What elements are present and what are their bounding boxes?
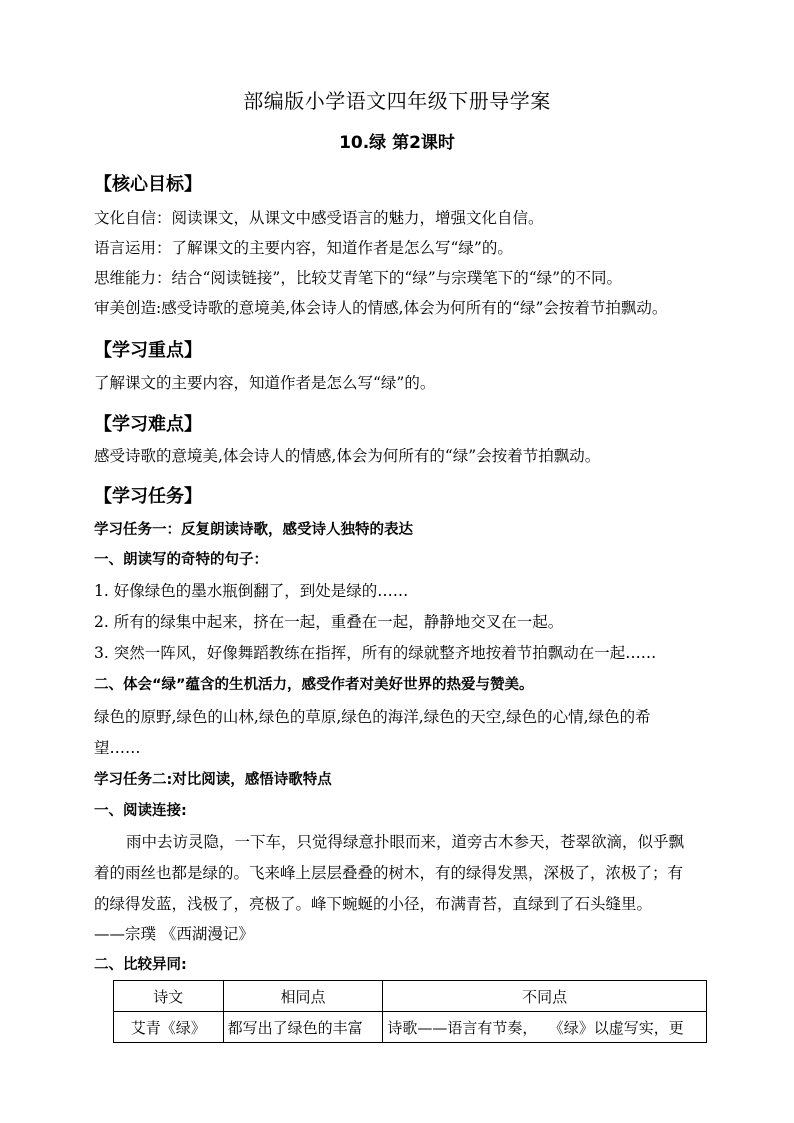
table-cell: 都写出了绿色的丰富	[223, 1012, 383, 1043]
task1-sub1: 一、朗读写的奇特的句子：	[94, 552, 268, 568]
table-row	[114, 1012, 707, 1043]
table-cell: 《绿》以虚写实，更	[545, 1012, 707, 1043]
lesson-subtitle: 10.绿 第2课时	[339, 133, 455, 153]
document-title: 部编版小学语文四年级下册导学案	[243, 89, 551, 113]
task1-title: 学习任务一：反复朗读诗歌，感受诗人独特的表达	[94, 522, 413, 538]
task1-item-3: 3. 突然一阵风，好像舞蹈教练在指挥，所有的绿就整齐地按着节拍飘动在一起……	[94, 644, 657, 662]
task2-title: 学习任务二:对比阅读，感悟诗歌特点	[94, 772, 332, 788]
tasks-heading: 【学习任务】	[94, 486, 202, 507]
table-header-cell: 诗文	[114, 981, 224, 1012]
table-header-cell: 相同点	[223, 981, 383, 1012]
difficulty-heading: 【学习难点】	[94, 414, 202, 435]
reading-source: ——宗璞 《西湖漫记》	[94, 925, 254, 943]
core-goal-line-3: 思维能力：结合“阅读链接”，比较艾青笔下的“绿”与宗璞笔下的“绿”的不同。	[94, 269, 623, 287]
core-goal-line-4: 审美创造:感受诗歌的意境美,体会诗人的情感,体会为何所有的“绿”会按着节拍飘动。	[94, 299, 668, 317]
task2-sub2: 二、比较异同:	[94, 957, 187, 973]
table-cell: 艾青《绿》	[114, 1012, 224, 1043]
key-point-heading: 【学习重点】	[94, 340, 202, 361]
table-header-cell: 不同点	[383, 981, 707, 1012]
difficulty-line: 感受诗歌的意境美,体会诗人的情感,体会为何所有的“绿”会按着节拍飘动。	[94, 447, 601, 465]
task2-sub1: 一、阅读连接:	[94, 803, 187, 819]
reading-line-1: 雨中去访灵隐，一下车，只觉得绿意扑眼而来，道旁古木参天，苍翠欲滴，似乎飘	[126, 833, 685, 851]
compare-table	[113, 980, 707, 1043]
task1-item-2: 2. 所有的绿集中起来，挤在一起，重叠在一起，静静地交叉在一起。	[94, 613, 564, 631]
key-point-line: 了解课文的主要内容，知道作者是怎么写“绿”的。	[94, 374, 436, 392]
core-goal-line-2: 语言运用：了解课文的主要内容，知道作者是怎么写“绿”的。	[94, 239, 513, 257]
task1-sub2: 二、体会“绿”蕴含的生机活力，感受作者对美好世界的热爱与赞美。	[94, 677, 534, 693]
task1-para-line-1: 绿色的原野,绿色的山林,绿色的草原,绿色的海洋,绿色的天空,绿色的心情,绿色的希	[94, 708, 651, 726]
core-goal-heading: 【核心目标】	[94, 174, 202, 195]
task1-para-line-2: 望……	[94, 739, 141, 757]
task1-item-1: 1. 好像绿色的墨水瓶倒翻了，到处是绿的……	[94, 582, 409, 600]
core-goal-line-1: 文化自信：阅读课文，从课文中感受语言的魅力，增强文化自信。	[94, 209, 544, 227]
reading-line-2: 着的雨丝也都是绿的。飞来峰上层层叠叠的树木，有的绿得发黑，深极了，浓极了；有	[94, 864, 684, 882]
reading-line-3: 的绿得发蓝，浅极了，亮极了。峰下蜿蜒的小径，布满青苔，直绿到了石头缝里。	[94, 895, 653, 913]
table-cell: 诗歌——语言有节奏，	[383, 1012, 545, 1043]
table-header-row	[114, 981, 707, 1012]
